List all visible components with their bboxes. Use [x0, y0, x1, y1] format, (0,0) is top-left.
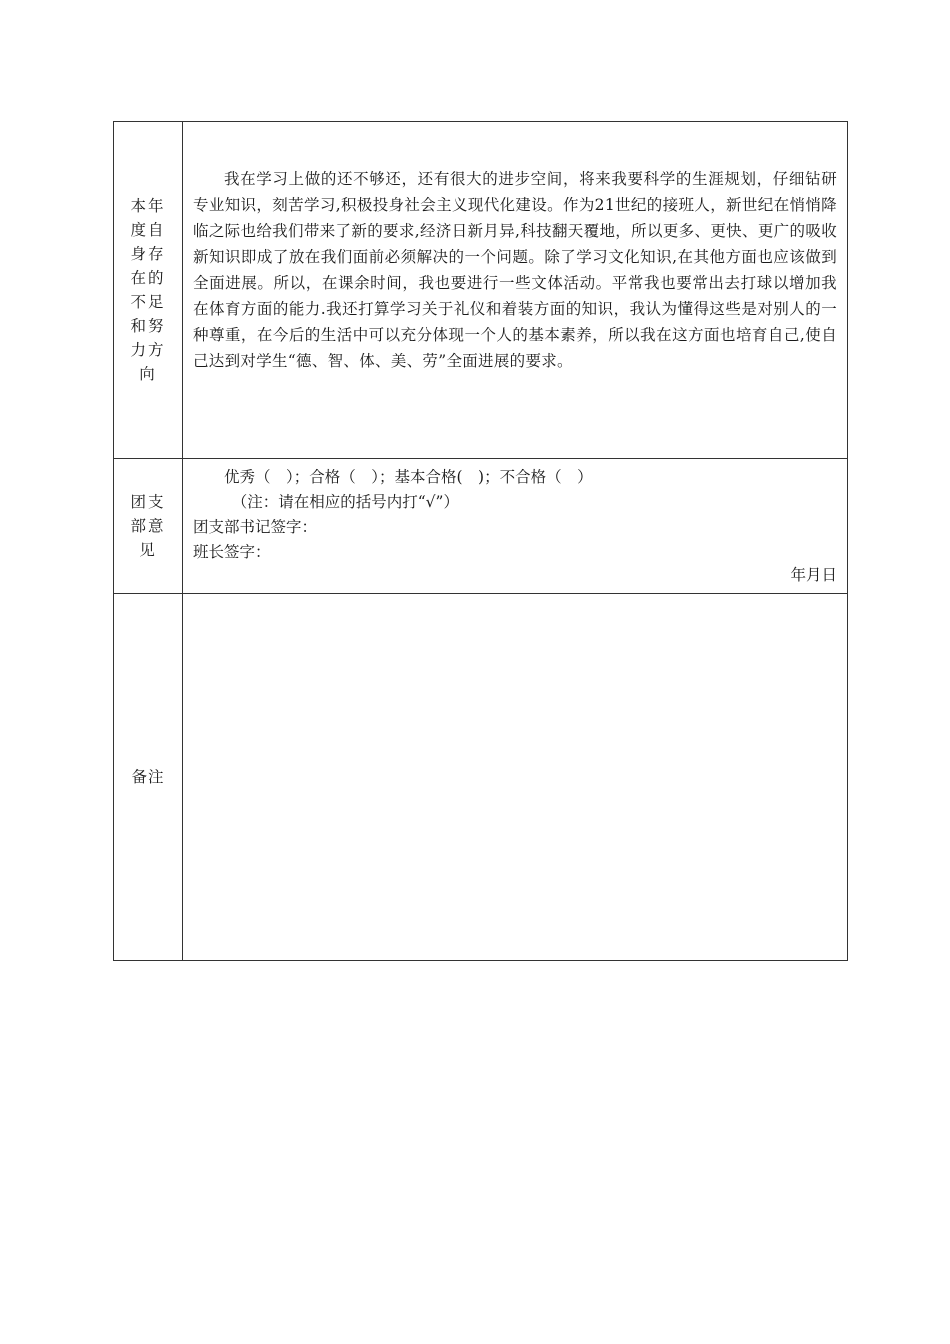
branch-opinion-label: 团支部意见: [130, 493, 166, 559]
evaluation-form-table: [113, 121, 848, 961]
remarks-label-cell: [114, 594, 183, 961]
remarks-label: 备注: [131, 768, 165, 786]
secretary-signature-field: 团支部书记签字：: [193, 518, 318, 536]
branch-opinion-row: [114, 459, 848, 594]
grade-note: （注：请在相应的括号内打“√”）: [231, 493, 459, 511]
branch-opinion-label-cell: [114, 459, 183, 594]
branch-opinion-content: [183, 459, 847, 588]
self-assessment-row: [114, 122, 848, 459]
branch-opinion-content-cell: [183, 459, 848, 594]
date-field: 年月日: [790, 566, 837, 584]
self-assessment-label-cell: [114, 122, 183, 459]
monitor-signature-field: 班长签字：: [193, 543, 271, 561]
self-assessment-content-cell: [183, 122, 848, 459]
self-assessment-label: 本年度自身存在的不足和努力方向: [130, 197, 166, 383]
remarks-row: [114, 594, 848, 961]
grade-options: 优秀（ ）；合格（ ）；基本合格( )；不合格（ ）: [224, 468, 593, 486]
self-assessment-text: 我在学习上做的还不够还，还有很大的进步空间，将来我要科学的生涯规划，仔细钻研专业知识，刻苦学习,积极投身社会主义现代化建设。作为21世纪的接班人，新世纪在悄悄降临之际也给我们带来了新的要求,经济日新月异,科技翻天覆地，所以更多、更快、更广的吸收新知识即成了放在我们面前必须解决的一个问题。除了学习文化知识,在其他方面也应该做到全面进展。所以，在课余时间，我也要进行一些文体活动。平常我也要常出去打球以增加我在体育方面的能力.我还打算学习关于礼仪和着装方面的知识，我认为懂得这些是对别人的一种尊重，在今后的生活中可以充分体现一个人的基本素养，所以我在这方面也培育自己,使自己达到对学生“德、智、体、美、劳”全面进展的要求。: [193, 170, 837, 370]
remarks-content-cell: [183, 594, 848, 961]
